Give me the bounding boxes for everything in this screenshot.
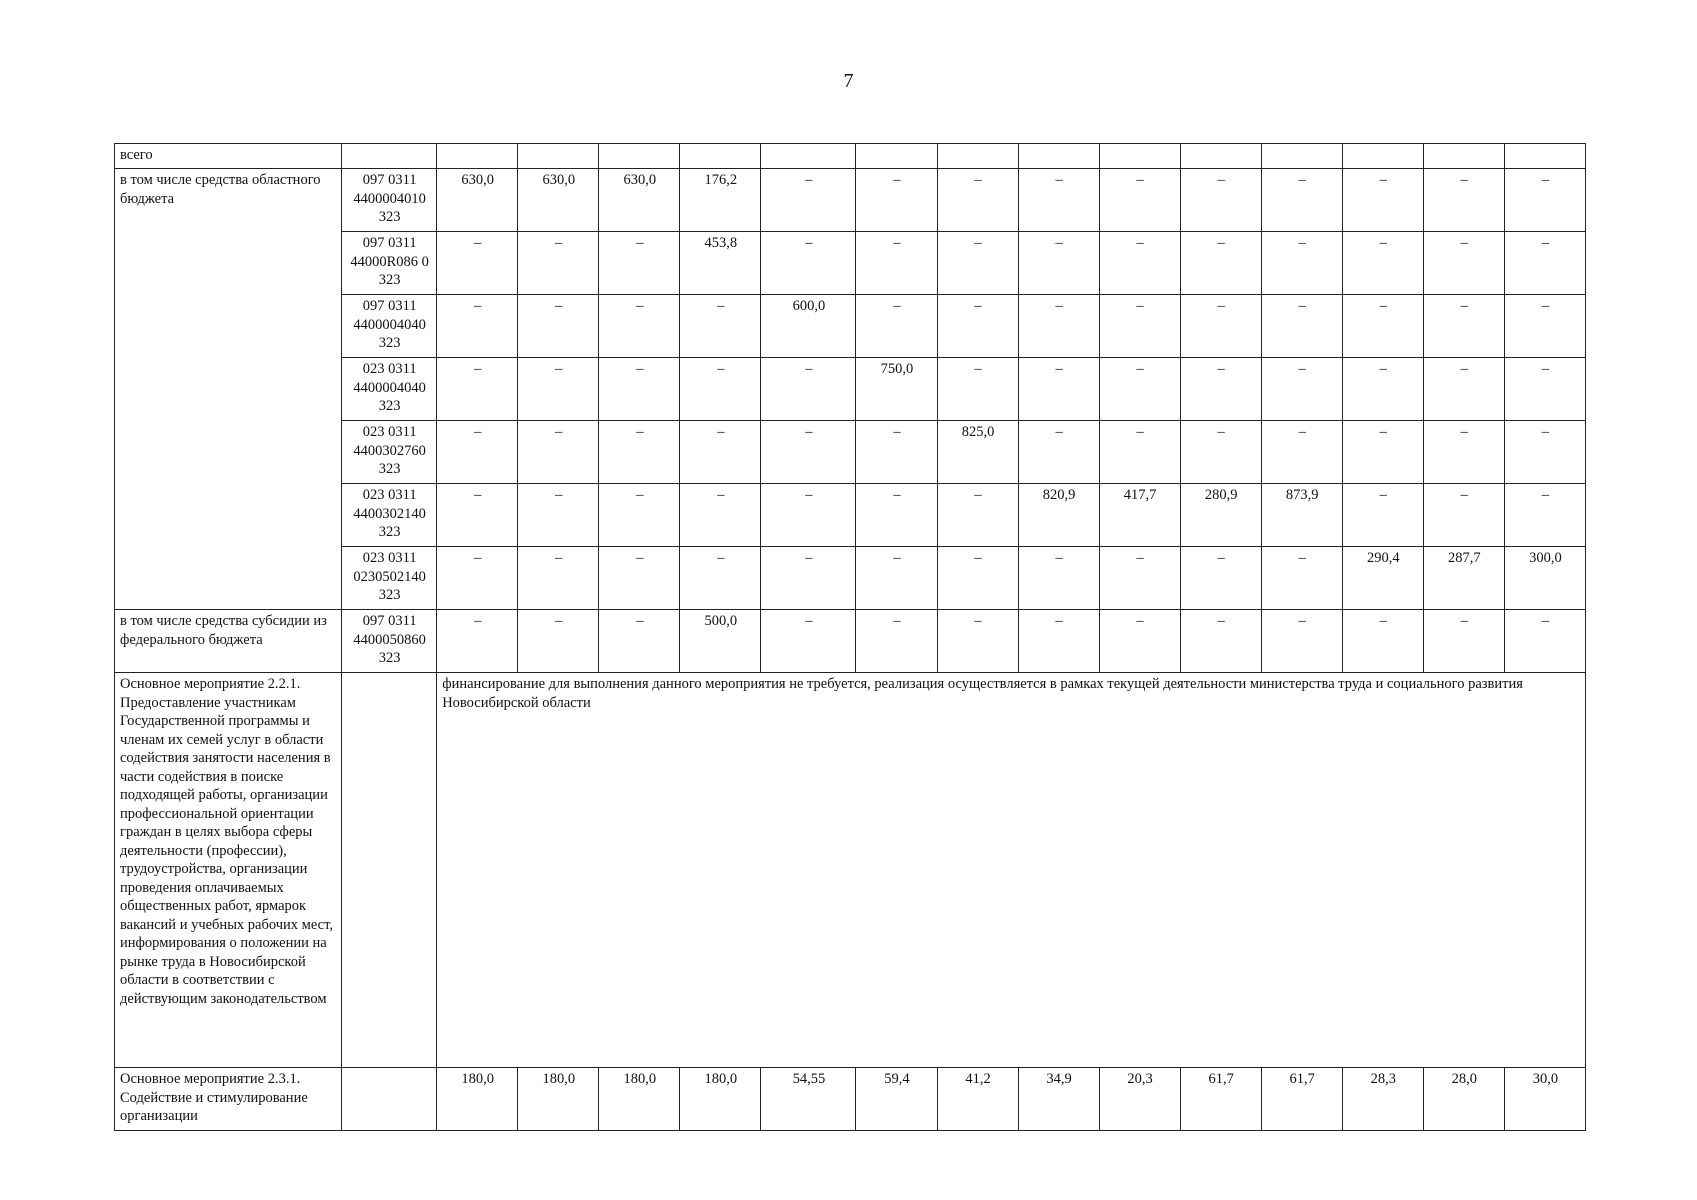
- value-cell: –: [599, 610, 680, 673]
- value-cell: –: [856, 169, 937, 232]
- value-cell: –: [1018, 610, 1099, 673]
- value-cell: 54,55: [761, 1068, 856, 1131]
- kbk-cell-empty: [342, 144, 437, 169]
- value-cell: –: [1261, 421, 1342, 484]
- value-cell: –: [1504, 610, 1585, 673]
- value-cell: –: [761, 232, 856, 295]
- value-cell: –: [761, 421, 856, 484]
- value-cell: 61,7: [1261, 1068, 1342, 1131]
- value-cell: –: [437, 358, 518, 421]
- value-cell-empty: [1180, 144, 1261, 169]
- table-row-total: [115, 144, 1586, 169]
- value-cell: 290,4: [1342, 547, 1423, 610]
- value-cell: –: [518, 547, 599, 610]
- value-cell: –: [1018, 358, 1099, 421]
- value-cell: 630,0: [437, 169, 518, 232]
- value-cell: –: [518, 610, 599, 673]
- value-cell: –: [1261, 547, 1342, 610]
- value-cell: –: [1342, 295, 1423, 358]
- kbk-code-cell: 097 0311 4400050860 323: [342, 610, 437, 673]
- value-cell: –: [1180, 169, 1261, 232]
- value-cell: –: [1342, 232, 1423, 295]
- value-cell: 28,3: [1342, 1068, 1423, 1131]
- value-cell: –: [1504, 295, 1585, 358]
- value-cell: –: [1261, 232, 1342, 295]
- table-row-regional: [115, 169, 1586, 232]
- row-label-federal: в том числе средства субсидии из федерального бюджета: [115, 610, 342, 673]
- value-cell: –: [599, 358, 680, 421]
- value-cell: –: [1342, 610, 1423, 673]
- value-cell: 180,0: [437, 1068, 518, 1131]
- value-cell: –: [437, 547, 518, 610]
- value-cell: –: [1261, 295, 1342, 358]
- value-cell: –: [437, 610, 518, 673]
- value-cell-empty: [518, 144, 599, 169]
- value-cell: –: [761, 358, 856, 421]
- value-cell-empty: [1261, 144, 1342, 169]
- value-cell: –: [1342, 358, 1423, 421]
- value-cell: –: [1099, 547, 1180, 610]
- value-cell: –: [761, 484, 856, 547]
- value-cell: 287,7: [1423, 547, 1504, 610]
- value-cell: –: [437, 421, 518, 484]
- value-cell: –: [856, 484, 937, 547]
- value-cell: –: [518, 484, 599, 547]
- value-cell: 600,0: [761, 295, 856, 358]
- value-cell: 280,9: [1180, 484, 1261, 547]
- value-cell: 630,0: [518, 169, 599, 232]
- value-cell: –: [761, 610, 856, 673]
- value-cell: –: [1261, 610, 1342, 673]
- value-cell: –: [1099, 295, 1180, 358]
- row-label-measure-221: Основное мероприятие 2.2.1. Предоставление участникам Государственной программы и членам их семей услуг в области содействия занятости населения в части содействия в поиске подходящей работы, организации профессиональной ориентации граждан в целях выбора сферы деятельности (профессии), трудоустройства, организации проведения оплачиваемых общественных работ, ярмарок вакансий и учебных рабочих мест, информирования о положении на рынке труда в Новосибирской области в соответствии с действующим законодательством: [115, 673, 342, 1068]
- value-cell: –: [856, 421, 937, 484]
- value-cell: –: [1180, 232, 1261, 295]
- value-cell: –: [518, 421, 599, 484]
- kbk-cell-empty: [342, 1068, 437, 1131]
- value-cell: 41,2: [937, 1068, 1018, 1131]
- kbk-code-cell: 097 0311 4400004010 323: [342, 169, 437, 232]
- value-cell: 180,0: [599, 1068, 680, 1131]
- row-label-regional: в том числе средства областного бюджета: [115, 169, 342, 610]
- value-cell: –: [599, 547, 680, 610]
- value-cell: –: [1180, 358, 1261, 421]
- value-cell: –: [937, 547, 1018, 610]
- value-cell-empty: [1504, 144, 1585, 169]
- value-cell-empty: [1099, 144, 1180, 169]
- value-cell: –: [856, 232, 937, 295]
- value-cell: –: [680, 421, 761, 484]
- value-cell: –: [1018, 232, 1099, 295]
- value-cell: –: [680, 295, 761, 358]
- value-cell: 34,9: [1018, 1068, 1099, 1131]
- table-row-measure-221: [115, 673, 1586, 1068]
- value-cell: –: [1504, 169, 1585, 232]
- value-cell: –: [1018, 421, 1099, 484]
- page-number: 7: [843, 70, 854, 92]
- value-cell-empty: [761, 144, 856, 169]
- value-cell: –: [437, 295, 518, 358]
- value-cell: –: [599, 232, 680, 295]
- table-row-measure-231: [115, 1068, 1586, 1131]
- value-cell: –: [1180, 421, 1261, 484]
- value-cell: 820,9: [1018, 484, 1099, 547]
- value-cell: –: [599, 484, 680, 547]
- value-cell: –: [937, 484, 1018, 547]
- value-cell-empty: [1423, 144, 1504, 169]
- value-cell: –: [937, 232, 1018, 295]
- value-cell: 630,0: [599, 169, 680, 232]
- value-cell: 59,4: [856, 1068, 937, 1131]
- value-cell-empty: [1342, 144, 1423, 169]
- value-cell: 20,3: [1099, 1068, 1180, 1131]
- value-cell: –: [1180, 610, 1261, 673]
- value-cell-empty: [437, 144, 518, 169]
- value-cell: 28,0: [1423, 1068, 1504, 1131]
- value-cell: –: [1261, 169, 1342, 232]
- value-cell: 30,0: [1504, 1068, 1585, 1131]
- value-cell: –: [856, 610, 937, 673]
- value-cell: –: [437, 232, 518, 295]
- kbk-code-cell: 023 0311 4400004040 323: [342, 358, 437, 421]
- value-cell: –: [1342, 421, 1423, 484]
- value-cell-empty: [599, 144, 680, 169]
- value-cell-empty: [856, 144, 937, 169]
- value-cell: 750,0: [856, 358, 937, 421]
- value-cell: –: [937, 169, 1018, 232]
- value-cell: –: [1423, 169, 1504, 232]
- value-cell: 180,0: [680, 1068, 761, 1131]
- value-cell: –: [518, 295, 599, 358]
- value-cell: –: [761, 169, 856, 232]
- value-cell: –: [1423, 295, 1504, 358]
- value-cell: –: [1342, 169, 1423, 232]
- row-label-total: всего: [115, 144, 342, 169]
- value-cell: –: [1018, 547, 1099, 610]
- value-cell: –: [599, 421, 680, 484]
- value-cell: 453,8: [680, 232, 761, 295]
- value-cell: –: [1018, 295, 1099, 358]
- value-cell: 300,0: [1504, 547, 1585, 610]
- value-cell: 61,7: [1180, 1068, 1261, 1131]
- value-cell: –: [1099, 169, 1180, 232]
- value-cell: –: [1504, 358, 1585, 421]
- value-cell: –: [937, 610, 1018, 673]
- value-cell: –: [680, 358, 761, 421]
- value-cell: 873,9: [1261, 484, 1342, 547]
- value-cell: –: [1018, 169, 1099, 232]
- value-cell: –: [518, 232, 599, 295]
- value-cell: –: [518, 358, 599, 421]
- value-cell: –: [1180, 295, 1261, 358]
- budget-table: [114, 143, 1586, 1131]
- value-cell-empty: [1018, 144, 1099, 169]
- value-cell: –: [1423, 232, 1504, 295]
- value-cell: –: [1099, 358, 1180, 421]
- value-cell: –: [599, 295, 680, 358]
- value-cell: –: [1423, 610, 1504, 673]
- value-cell: –: [1180, 547, 1261, 610]
- value-cell: –: [1099, 610, 1180, 673]
- value-cell: 825,0: [937, 421, 1018, 484]
- value-cell: 180,0: [518, 1068, 599, 1131]
- value-cell: –: [856, 295, 937, 358]
- kbk-cell-empty: [342, 673, 437, 1068]
- value-cell: –: [680, 547, 761, 610]
- kbk-code-cell: 023 0311 0230502140 323: [342, 547, 437, 610]
- table-row-federal: [115, 610, 1586, 673]
- kbk-code-cell: 023 0311 4400302140 323: [342, 484, 437, 547]
- value-cell-empty: [937, 144, 1018, 169]
- value-cell: –: [680, 484, 761, 547]
- value-cell: –: [937, 358, 1018, 421]
- value-cell: –: [1423, 484, 1504, 547]
- value-cell: –: [1423, 358, 1504, 421]
- value-cell: –: [1261, 358, 1342, 421]
- value-cell: –: [1099, 232, 1180, 295]
- kbk-code-cell: 097 0311 44000R086 0 323: [342, 232, 437, 295]
- value-cell: –: [1504, 232, 1585, 295]
- kbk-code-cell: 097 0311 4400004040 323: [342, 295, 437, 358]
- value-cell: –: [1099, 421, 1180, 484]
- value-cell: –: [1504, 421, 1585, 484]
- value-cell: –: [1504, 484, 1585, 547]
- value-cell: 500,0: [680, 610, 761, 673]
- financing-note: финансирование для выполнения данного мероприятия не требуется, реализация осуществляется в рамках текущей деятельности министерства труда и социального развития Новосибирской области: [437, 673, 1586, 1068]
- value-cell: –: [1423, 421, 1504, 484]
- value-cell-empty: [680, 144, 761, 169]
- value-cell: –: [856, 547, 937, 610]
- value-cell: –: [761, 547, 856, 610]
- value-cell: –: [1342, 484, 1423, 547]
- row-label-measure-231: Основное мероприятие 2.3.1. Содействие и стимулирование организации: [115, 1068, 342, 1131]
- kbk-code-cell: 023 0311 4400302760 323: [342, 421, 437, 484]
- value-cell: –: [937, 295, 1018, 358]
- value-cell: –: [437, 484, 518, 547]
- value-cell: 417,7: [1099, 484, 1180, 547]
- value-cell: 176,2: [680, 169, 761, 232]
